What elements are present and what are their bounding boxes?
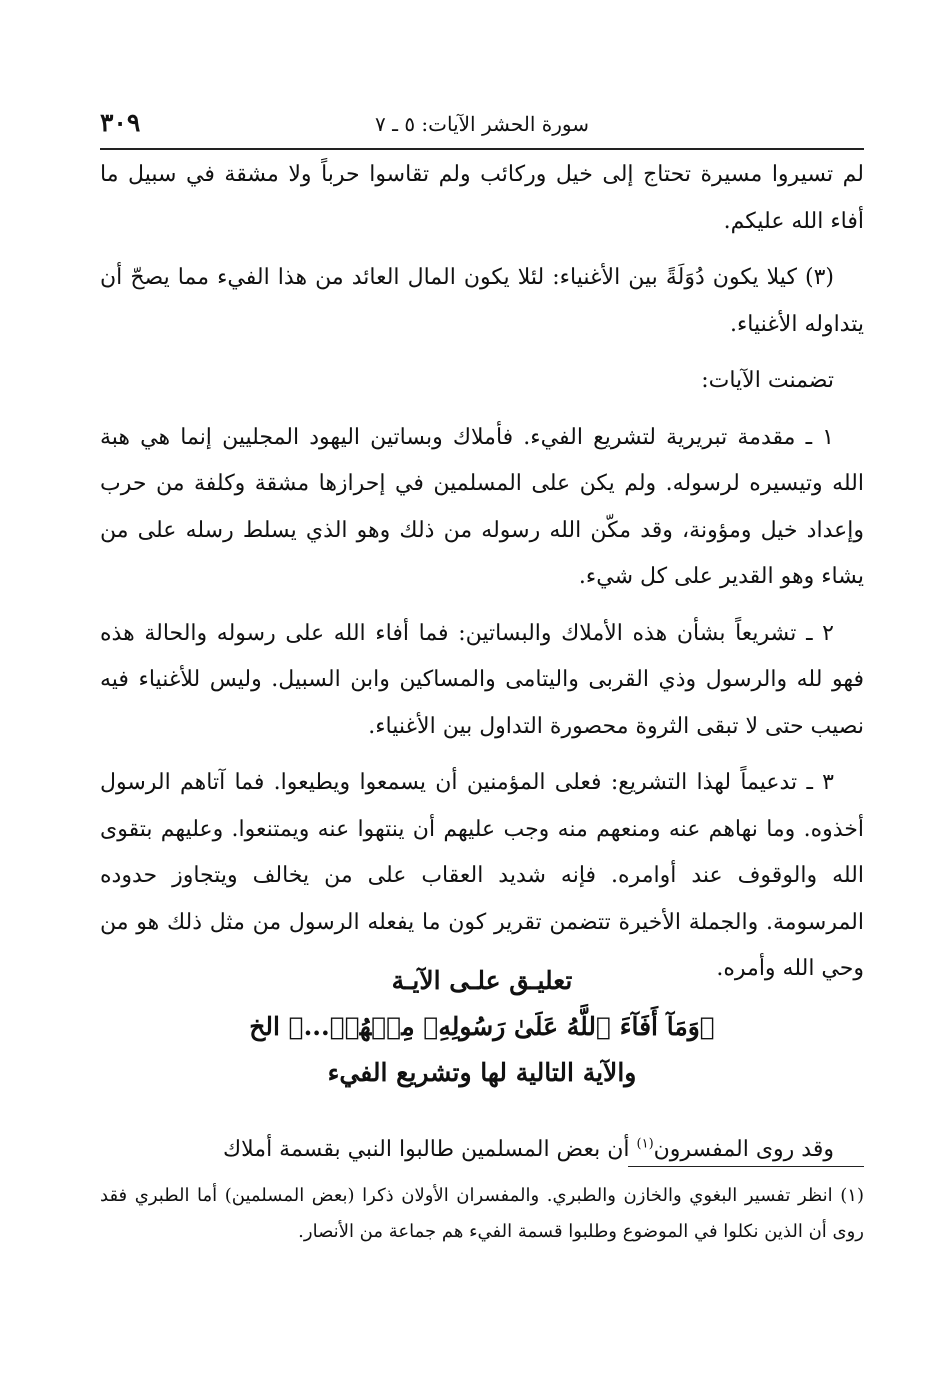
paragraph-point-1: ١ ـ مقدمة تبريرية لتشريع الفيء. فأملاك وبساتين اليهود المجليين إنما هي هبة الله وتيسيره لرسوله. ولم يكن على المسلمين في إحرازها مشقة وكلفة من حرب وإعداد خيل ومؤونة، وقد مكّن الله رسوله من ذلك وهو الذي يسلط رسله على من يشاء وهو القدير على كل شيء. (100, 424, 864, 589)
footnote-rule (628, 1166, 864, 1167)
footnotes (100, 1178, 864, 1250)
section-heading (100, 958, 864, 1096)
paragraph-note-3: (٣) كيلا يكون دُوَلَةً بين الأغنياء: لئلا يكون المال العائد من هذا الفيء مما يصحّ أن يتداوله الأغنياء. (100, 265, 864, 337)
paragraph-continuation: لم تسيروا مسيرة تحتاج إلى خيل وركائب ولم تقاسوا حرباً ولا مشقة في سبيل ما أفاء الله عليكم. (100, 162, 864, 234)
footnote-reference: (١) (636, 1136, 654, 1152)
running-title: سورة الحشر الآيات: ٥ ـ ٧ (374, 112, 589, 136)
intro-text-before-ref: وقد روى المفسرون (653, 1137, 834, 1162)
header-rule (100, 148, 864, 150)
section-heading-verse: ﴿وَمَآ أَفَآءَ ٱللَّهُ عَلَىٰ رَسُولِهِۦ مِنۡهُمۡ...﴾ الخ (249, 1012, 715, 1041)
paragraph-verses-contain: تضمنت الآيات: (701, 368, 834, 393)
paragraph-point-2: ٢ ـ تشريعاً بشأن هذه الأملاك والبساتين: فما أفاء الله على رسوله والحالة هذه فهو لله والرسول وذي القربى واليتامى والمساكين وابن السبيل. وليس للأغنياء فيه نصيب حتى لا تبقى الثروة محصورة التداول بين الأغنياء. (100, 620, 864, 739)
body-text (100, 152, 864, 1003)
footnote-1: (١) انظر تفسير البغوي والخازن والطبري. والمفسران الأولان ذكرا (بعض المسلمين) أما الطبري فقد روى أن الذين نكلوا في الموضوع وطلبوا قسمة الفيء هم جماعة من الأنصار. (100, 1185, 864, 1242)
page-number: ٣٠٩ (100, 108, 141, 137)
paragraph-point-3: ٣ ـ تدعيماً لهذا التشريع: فعلى المؤمنين أن يسمعوا ويطيعوا. فما آتاهم الرسول أخذوه. وما نهاهم عنه ومنعهم منه وجب عليهم أن ينتهوا عنه ويمتنعوا. وعليهم بتقوى الله والوقوف عند أوامره. فإنه شديد العقاب على من يخالف ويتجاوز حدوده المرسومة. والجملة الأخيرة تتضمن تقرير كون ما يفعله الرسول من مثل ذلك هو من وحي الله وأمره. (100, 770, 864, 981)
section-heading-title: تعليـق علـى الآيـة (391, 966, 573, 995)
page-header (100, 108, 864, 144)
intro-text-after-ref: أن بعض المسلمين طالبوا النبي بقسمة أملاك (223, 1137, 637, 1162)
section-heading-subtitle: والآية التالية لها وتشريع الفيء (327, 1058, 637, 1087)
